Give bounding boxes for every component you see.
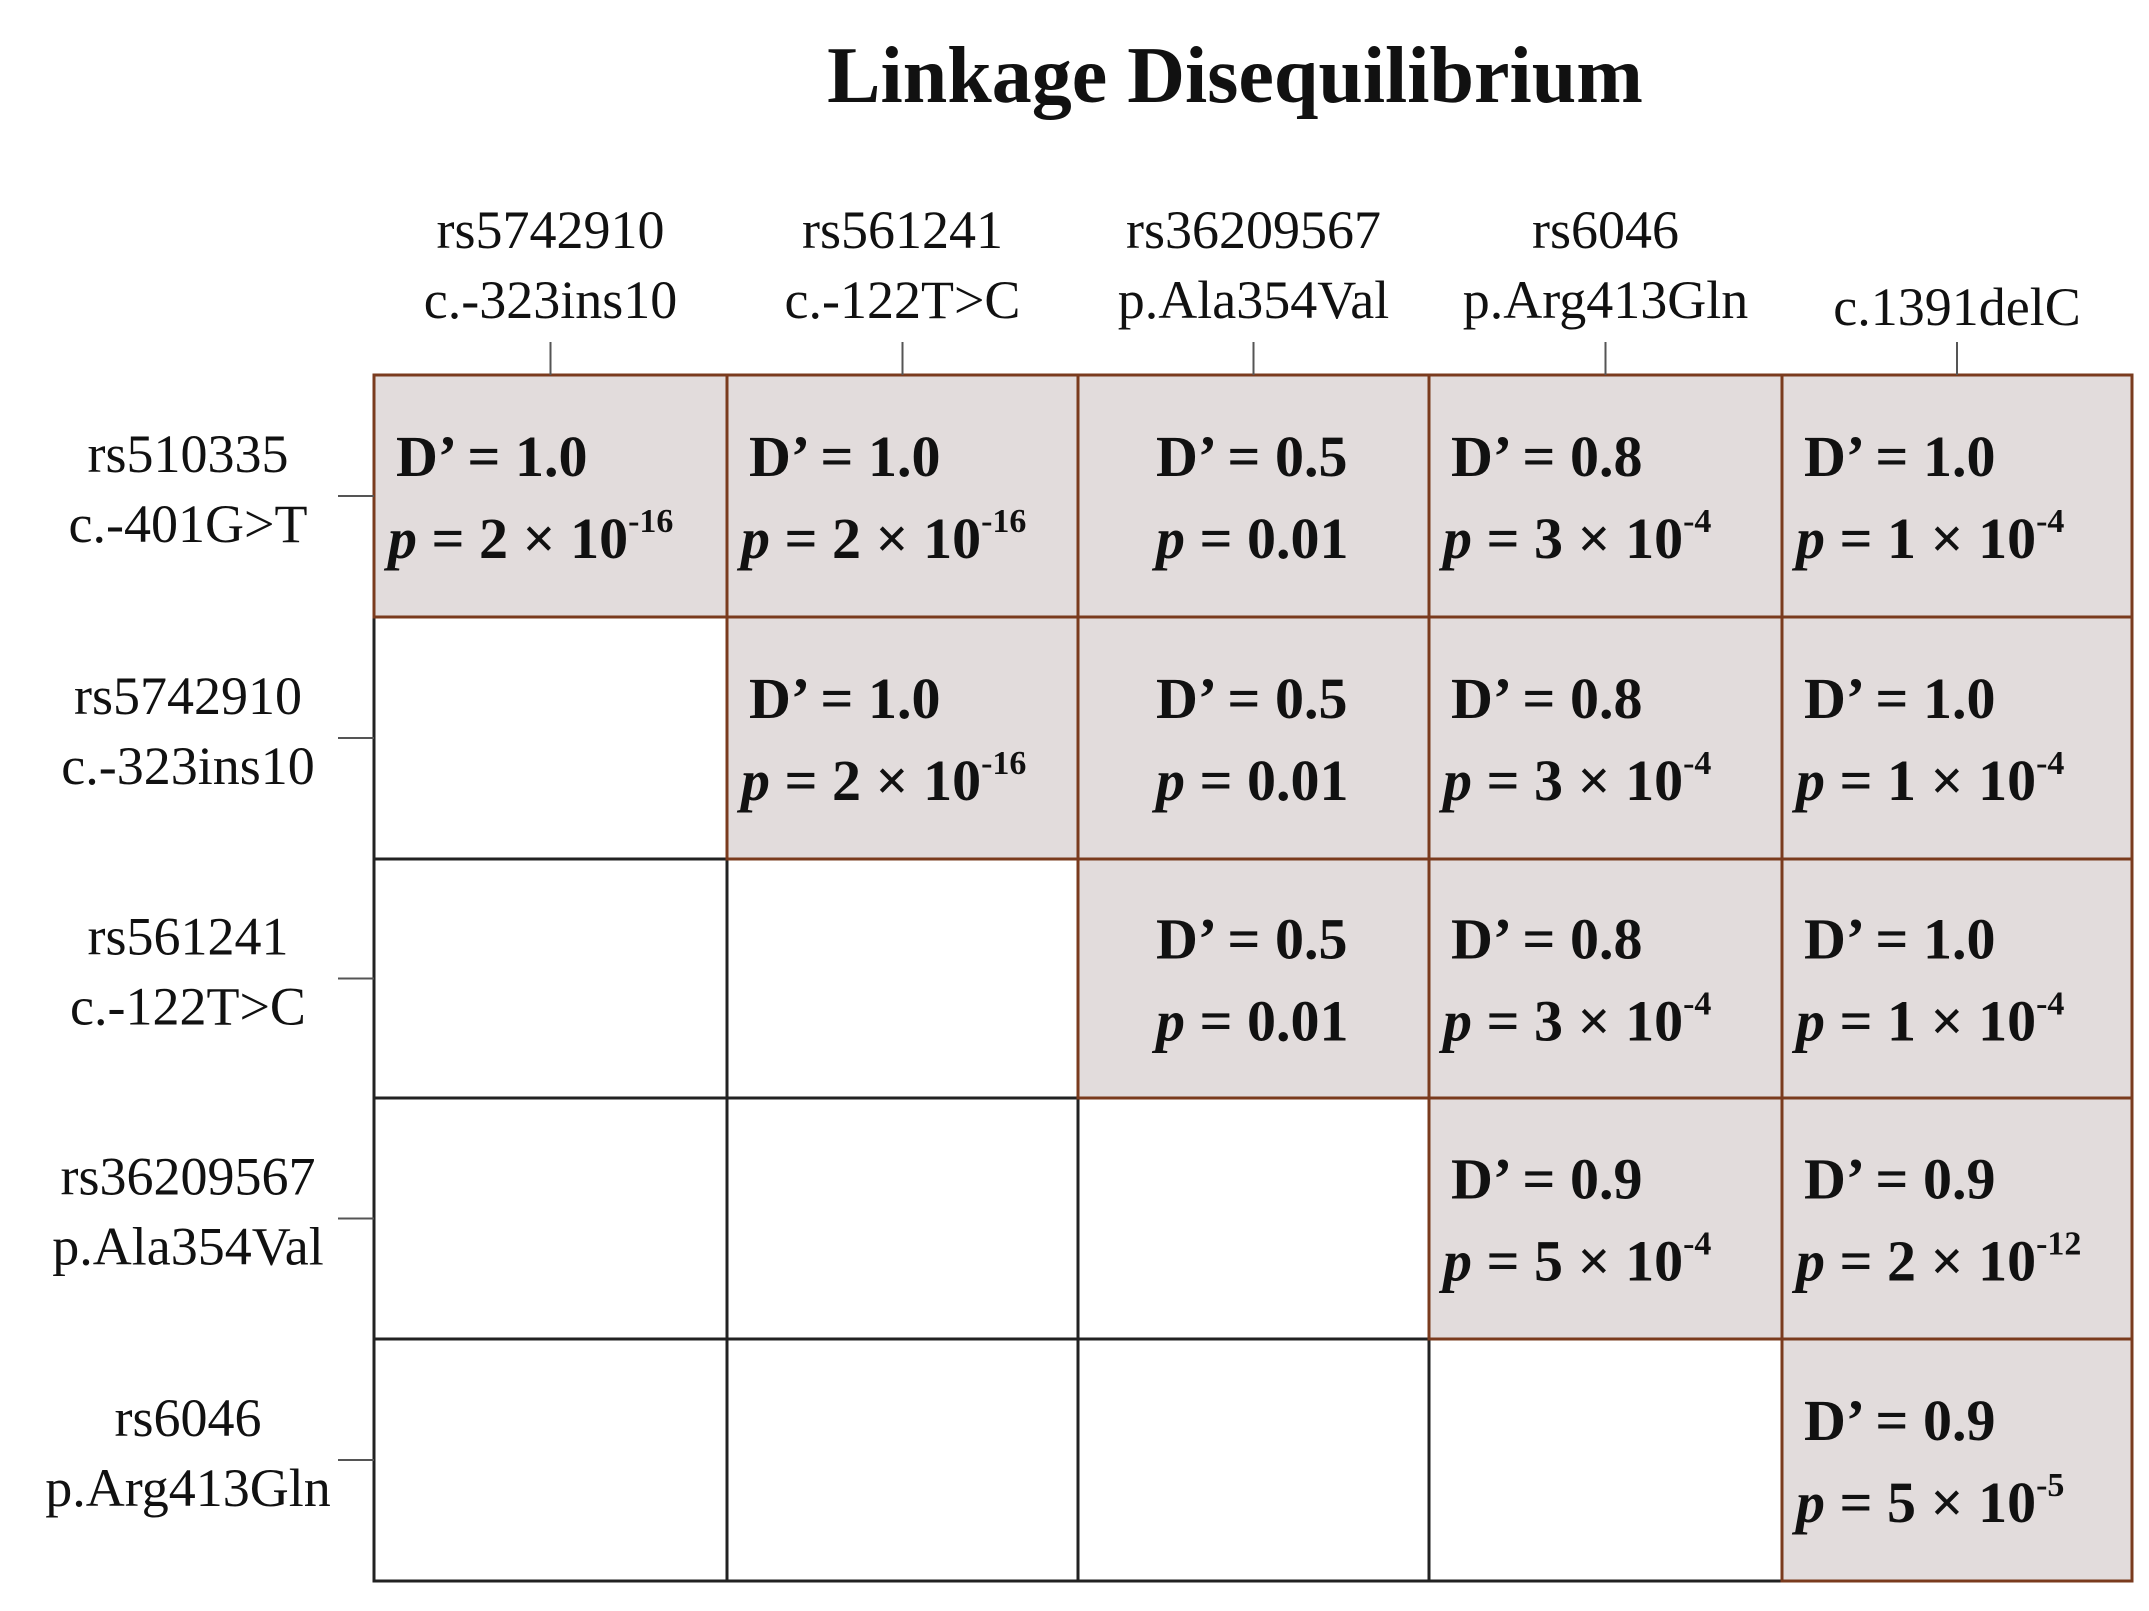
empty-cell — [1078, 1339, 1429, 1581]
p-value: $p = 1 \times 10^{-4}$ — [1796, 503, 2065, 571]
d-prime-value: D’ = 0.9 — [1804, 1388, 1996, 1453]
ld-cell — [727, 617, 1078, 859]
p-value: $p = 3 \times 10^{-4}$ — [1443, 745, 1712, 813]
d-prime-value: D’ = 1.0 — [1804, 666, 1996, 731]
d-prime-value: D’ = 0.5 — [1156, 906, 1348, 972]
empty-cell — [374, 1098, 727, 1339]
row-label: rs6046 p.Arg413Gln — [45, 1388, 331, 1518]
ld-cell — [1782, 375, 2132, 617]
ld-cell — [374, 375, 727, 617]
p-value: $p = 2 \times 10^{-16}$ — [741, 745, 1027, 813]
ld-cell — [1078, 375, 1429, 617]
ld-cell — [1429, 375, 1782, 617]
p-value: $p = 3 \times 10^{-4}$ — [1443, 503, 1712, 571]
column-label: rs6046 p.Arg413Gln — [1462, 200, 1749, 330]
empty-cell — [1429, 1339, 1782, 1581]
row-label: rs5742910 c.-323ins10 — [61, 666, 315, 796]
d-prime-value: D’ = 0.8 — [1451, 666, 1643, 731]
ld-cell — [1429, 1098, 1782, 1339]
column-label: c.1391delC — [1833, 277, 2081, 337]
empty-cell — [727, 1339, 1078, 1581]
ld-cell — [1782, 1098, 2132, 1339]
ld-cell — [1078, 859, 1429, 1098]
d-prime-value: D’ = 1.0 — [1804, 906, 1996, 972]
ld-cell — [1429, 617, 1782, 859]
d-prime-value: D’ = 0.5 — [1156, 424, 1348, 489]
p-value: $p = 2 \times 10^{-12}$ — [1796, 1225, 2082, 1294]
d-prime-value: D’ = 0.8 — [1451, 424, 1643, 489]
p-value: p = 0.01 — [1156, 748, 1349, 813]
empty-cell — [374, 1339, 727, 1581]
ld-cell — [1782, 859, 2132, 1098]
ld-cell — [1429, 859, 1782, 1098]
empty-cell — [727, 859, 1078, 1098]
empty-cell — [727, 1098, 1078, 1339]
row-label: rs561241 c.-122T>C — [70, 906, 306, 1037]
row-label: rs36209567 p.Ala354Val — [52, 1146, 324, 1277]
ld-cell — [727, 375, 1078, 617]
empty-cell — [374, 859, 727, 1098]
empty-cell — [374, 617, 727, 859]
p-value: $p = 5 \times 10^{-4}$ — [1443, 1225, 1712, 1294]
p-value: $p = 2 \times 10^{-16}$ — [741, 503, 1027, 571]
p-value: $p = 1 \times 10^{-4}$ — [1796, 985, 2065, 1054]
p-value: $p = 5 \times 10^{-5}$ — [1796, 1467, 2065, 1535]
empty-cell — [1078, 1098, 1429, 1339]
ld-cell — [1078, 617, 1429, 859]
d-prime-value: D’ = 1.0 — [1804, 424, 1996, 489]
d-prime-value: D’ = 0.9 — [1804, 1146, 1996, 1212]
ld-cell — [1782, 617, 2132, 859]
d-prime-value: D’ = 0.5 — [1156, 666, 1348, 731]
p-value: $p = 2 \times 10^{-16}$ — [388, 503, 674, 571]
d-prime-value: D’ = 1.0 — [396, 424, 588, 489]
p-value: $p = 1 \times 10^{-4}$ — [1796, 745, 2065, 813]
d-prime-value: D’ = 0.9 — [1451, 1146, 1643, 1212]
d-prime-value: D’ = 0.8 — [1451, 906, 1643, 972]
p-value: p = 0.01 — [1156, 506, 1349, 571]
d-prime-value: D’ = 1.0 — [749, 666, 941, 731]
p-value: $p = 3 \times 10^{-4}$ — [1443, 985, 1712, 1054]
column-label: rs5742910 c.-323ins10 — [423, 200, 678, 330]
column-label: rs561241 c.-122T>C — [784, 200, 1021, 330]
d-prime-value: D’ = 1.0 — [749, 424, 941, 489]
column-label: rs36209567 p.Ala354Val — [1117, 200, 1390, 330]
row-label: rs510335 c.-401G>T — [68, 424, 308, 554]
p-value: p = 0.01 — [1156, 988, 1349, 1054]
chart-title-text: Linkage Disequilibrium — [827, 32, 1643, 120]
ld-cell — [1782, 1339, 2132, 1581]
